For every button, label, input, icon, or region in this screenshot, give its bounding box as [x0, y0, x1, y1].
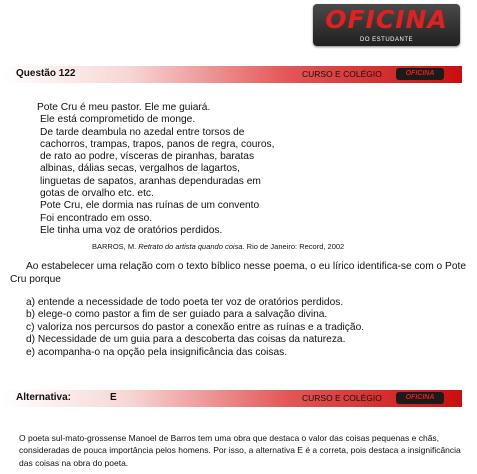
poem-line: de rato ao podre, vísceras de piranhas, baratas	[40, 151, 255, 163]
answer-explanation: O poeta sul-mato-grossense Manoel de Barros tem uma obra que destaca o valor das coisas pequenas e chãs, consideradas de pouca importância pelos homens. Por isso, a alternativa E é a correta, pois destaca a insignificância das coisas na obra do poeta.	[19, 433, 461, 468]
poem-line: Pote Cru é meu pastor. Ele me guiará.	[37, 102, 211, 113]
option-d: d) Necessidade de um guia para a descoberta das coisas da natureza.	[26, 334, 346, 346]
citation-publisher: . Rio de Janeiro: Record, 2002	[242, 242, 345, 251]
header-school-label: CURSO E COLÉGIO	[302, 69, 382, 79]
logo-tagline: DO ESTUDANTE	[359, 37, 413, 43]
poem-line: albinas, dálias secas, vergalhos de lagartos,	[40, 163, 240, 175]
citation-author: BARROS, M.	[92, 242, 139, 251]
option-c: c) valoriza nos percursos do pastor a conexão entre as ruínas e a tradição.	[26, 321, 365, 333]
answer-options	[26, 297, 364, 359]
header-logo-badge: OFICINA	[396, 68, 444, 80]
answer-header-bar	[2, 390, 462, 407]
poem-line: Pote Cru, ele dormia nas ruínas de um convento	[40, 200, 260, 212]
poem	[37, 102, 274, 237]
answer-school-label: CURSO E COLÉGIO	[302, 393, 382, 403]
option-e: e) acompanha-o na opção pela insignificância das coisas.	[26, 346, 288, 358]
answer-logo-badge: OFICINA	[396, 392, 444, 404]
citation-work: Retrato do artista quando coisa	[138, 242, 243, 251]
question-stem: Ao estabelecer uma relação com o texto bíblico nesse poema, o eu lírico identifica-se com o Pote Cru porque	[10, 261, 466, 285]
poem-line: linguetas de sapatos, aranhas dependuradas em	[40, 175, 261, 187]
poem-citation	[92, 242, 344, 251]
option-b: b) elege-o como pastor a fim de ser guiado para a salvação divina.	[26, 309, 328, 321]
poem-line: gotas de orvalho etc. etc.	[40, 188, 154, 200]
poem-line: Ele está comprometido de monge.	[40, 114, 196, 126]
question-header-bar	[2, 66, 462, 83]
poem-line: Ele tinha uma voz de oratórios perdidos.	[40, 224, 223, 236]
poem-line: cachorros, trampas, trapos, panos de regra, couros,	[40, 138, 275, 150]
poem-line: Foi encontrado em osso.	[40, 212, 153, 224]
answer-letter: E	[110, 392, 117, 403]
oficina-logo	[313, 4, 460, 46]
question-number: Questão 122	[16, 68, 76, 79]
option-a: a) entende a necessidade de todo poeta ter voz de oratórios perdidos.	[26, 297, 344, 308]
answer-label: Alternativa:	[16, 392, 72, 403]
logo-wordmark: OFICINA	[325, 5, 448, 34]
poem-line: De tarde deambula no azedal entre torsos de	[40, 126, 245, 138]
